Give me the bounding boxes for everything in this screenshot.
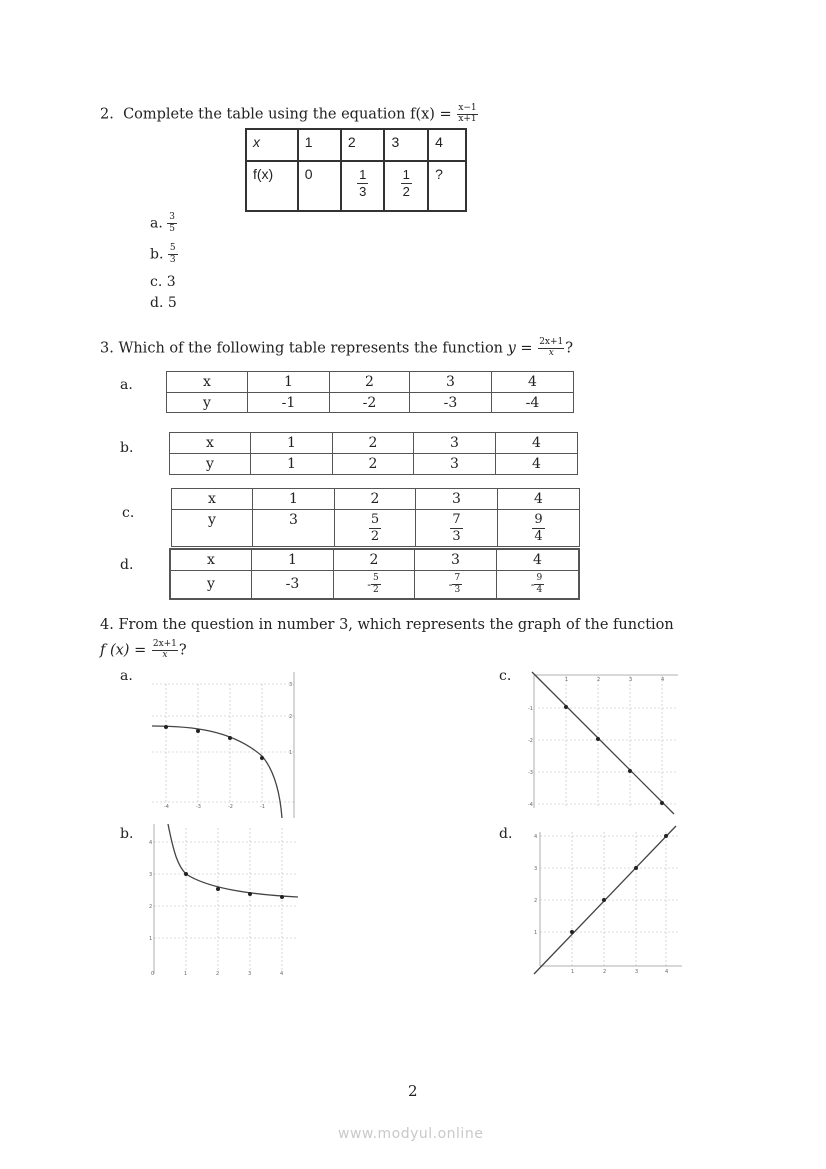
q2-cell: 3 (384, 129, 428, 161)
page-number: 2 (408, 1082, 418, 1100)
graph-b-point (184, 872, 188, 876)
graph-c-xtick: 1 (565, 677, 569, 683)
q2-option-d[interactable]: d. 5 (150, 295, 177, 311)
graph-c-xtick: 2 (597, 677, 601, 683)
graph-c-ytick: -1 (528, 706, 533, 712)
graph-d-point (570, 930, 574, 934)
watermark: www.modyul.online (338, 1126, 484, 1142)
q4-label-c[interactable]: c. (499, 668, 512, 684)
graph-c[interactable] (528, 668, 680, 820)
q2-cell-frac: $\frac{1}{3}$ (341, 161, 385, 211)
q3-prompt: 3. Which of the following table represents the function y = $\frac{2x+1}{x}$ ? (100, 337, 574, 358)
graph-c-line (532, 672, 674, 814)
q3-table-d[interactable]: x 1 2 3 4 y -3 - $\frac{5}{2}$ - $\frac{7}{3}$ - $\frac{9}{4}$ (169, 548, 580, 600)
graph-b-ytick: 1 (149, 936, 153, 942)
q4-label-a[interactable]: a. (120, 668, 133, 684)
graph-d-xtick: 4 (665, 969, 669, 975)
graph-a-ytick: 3 (289, 682, 293, 688)
q2-text: Complete the table using the equation f(x) = (123, 106, 452, 123)
q2-cell: 4 (428, 129, 466, 161)
q2-cell-frac: $\frac{1}{2}$ (384, 161, 428, 211)
graph-d-point (664, 834, 668, 838)
graph-d-ytick: 3 (534, 866, 538, 872)
graph-a-ytick: 1 (289, 750, 293, 756)
graph-a-point (164, 725, 168, 729)
graph-b-point (248, 892, 252, 896)
graph-a-grid (152, 684, 294, 802)
graph-b-xtick: 0 (151, 971, 155, 976)
q2-cell: 1 (298, 129, 341, 161)
q2-cell: ? (428, 161, 466, 211)
graph-b-point (280, 895, 284, 899)
graph-a-xtick: -4 (164, 804, 169, 810)
graph-c-xtick: 3 (629, 677, 633, 683)
q3-table-c[interactable]: x 1 2 3 4 y 3 $\frac{5}{2}$ $\frac{7}{3}$ $\frac{9}{4}$ (171, 488, 580, 547)
q3-fraction: $\frac{2x+1}{x}$ (539, 337, 564, 358)
graph-a-xtick: -1 (260, 804, 265, 810)
graph-a[interactable] (152, 668, 302, 818)
graph-c-points (564, 705, 664, 805)
q3-label-b[interactable]: b. (120, 440, 134, 456)
q2-cell-fx: f(x) (246, 161, 298, 211)
graph-d-xtick: 2 (603, 969, 607, 975)
graph-b-xtick: 3 (248, 971, 252, 976)
q2-option-a[interactable]: a. $\frac{3}{5}$ (150, 212, 175, 234)
graph-c-grid (538, 676, 678, 808)
q4-fraction: $\frac{2x+1}{x}$ (152, 639, 177, 660)
graph-a-point (228, 736, 232, 740)
q3-label-a[interactable]: a. (120, 377, 133, 393)
q2-cell: 0 (298, 161, 341, 211)
graph-c-xtick: 4 (661, 677, 665, 683)
q2-prompt (100, 104, 479, 125)
q2-number: 2. (100, 106, 114, 123)
graph-d-ytick: 4 (534, 834, 538, 840)
graph-b-xtick: 2 (216, 971, 220, 976)
graph-a-xtick: -2 (228, 804, 233, 810)
graph-a-xtick: -3 (196, 804, 201, 810)
graph-a-points (164, 725, 264, 760)
graph-b-ytick: 2 (149, 904, 153, 910)
q4-label-d[interactable]: d. (499, 826, 513, 842)
graph-c-ytick: -4 (528, 802, 533, 808)
graph-b[interactable] (148, 824, 300, 976)
graph-d-point (602, 898, 606, 902)
q2-fraction: $\frac{x-1}{x+1}$ (458, 103, 477, 124)
graph-b-point (216, 887, 220, 891)
graph-a-point (196, 729, 200, 733)
graph-d-xtick: 1 (571, 969, 575, 975)
graph-c-point (564, 705, 568, 709)
graph-d-ytick: 1 (534, 930, 538, 936)
graph-d-xtick: 3 (635, 969, 639, 975)
q2-option-c[interactable]: c. 3 (150, 274, 176, 290)
graph-b-ytick: 3 (149, 872, 153, 878)
graph-d-point (634, 866, 638, 870)
q3-table-b[interactable]: x 1 2 3 4 y 1 2 3 4 (169, 432, 578, 475)
graph-b-grid (154, 828, 298, 970)
q4-prompt-line1: 4. From the question in number 3, which represents the graph of the function (100, 617, 674, 633)
q4-label-b[interactable]: b. (120, 826, 134, 842)
graph-d-ytick: 2 (534, 898, 538, 904)
graph-c-ytick: -3 (528, 770, 533, 776)
q3-label-c[interactable]: c. (122, 505, 135, 521)
graph-c-point (596, 737, 600, 741)
graph-b-xtick: 1 (184, 971, 188, 976)
q2-cell: 2 (341, 129, 385, 161)
graph-a-point (260, 756, 264, 760)
q3-table-a[interactable]: x 1 2 3 4 y -1 -2 -3 -4 (166, 371, 574, 413)
q3-label-d[interactable]: d. (120, 557, 134, 573)
q2-option-b[interactable]: b. $\frac{5}{3}$ (150, 243, 176, 265)
graph-c-point (628, 769, 632, 773)
graph-b-ytick: 4 (149, 840, 153, 846)
graph-b-xtick: 4 (280, 971, 284, 976)
q4-prompt-line2: f (x) = $\frac{2x+1}{x}$ ? (100, 639, 187, 660)
q2-cell-x: x (246, 129, 298, 161)
graph-c-ytick: -2 (528, 738, 533, 744)
graph-a-ytick: 2 (289, 714, 293, 720)
graph-b-curve (168, 824, 298, 897)
q2-table (245, 128, 467, 212)
graph-d[interactable] (530, 824, 684, 978)
graph-c-point (660, 801, 664, 805)
